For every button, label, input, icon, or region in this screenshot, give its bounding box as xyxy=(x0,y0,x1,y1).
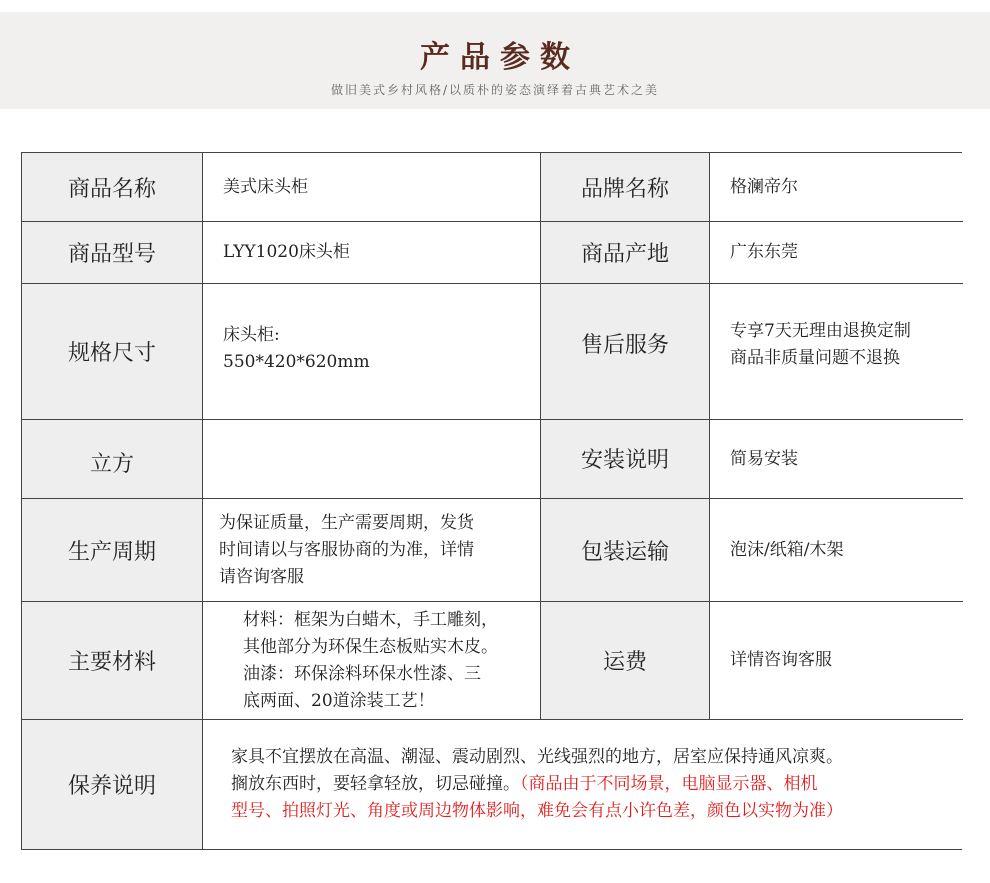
label-origin: 商品产地 xyxy=(541,222,710,284)
value-packaging: 泡沫/纸箱/木架 xyxy=(710,499,963,602)
value-size xyxy=(203,284,541,420)
maintenance-text: 搁放东西时，要轻拿轻放，切忌碰撞。 xyxy=(231,774,520,794)
color-disclaimer-line: 型号、拍照灯光、角度或周边物体影响，难免会有点小许色差，颜色以实物为准） xyxy=(231,801,843,821)
production-line: 为保证质量，生产需要周期，发货 xyxy=(219,512,474,533)
value-brand-name: 格澜帝尔 xyxy=(710,153,963,222)
maintenance-line xyxy=(231,771,843,798)
production-line: 时间请以与客服协商的为准，详情 xyxy=(219,539,474,560)
label-brand-name: 品牌名称 xyxy=(541,153,710,222)
value-after-sales xyxy=(710,284,963,420)
after-sales-line: 专享7天无理由退换定制 xyxy=(730,321,911,341)
page-title: 产品参数 xyxy=(420,40,580,75)
maintenance-line: 家具不宜摆放在高温、潮湿、震动剧烈、光线强烈的地方，居室应保持通风凉爽。 xyxy=(231,747,843,767)
label-size: 规格尺寸 xyxy=(22,284,203,420)
materials-line: 材料：框架为白蜡木，手工雕刻， xyxy=(243,609,498,630)
value-maintenance xyxy=(203,720,963,849)
label-after-sales: 售后服务 xyxy=(541,284,710,420)
label-shipping: 运费 xyxy=(541,602,710,720)
label-volume: 立方 xyxy=(22,420,203,499)
color-disclaimer: （商品由于不同场景，电脑显示器、相机 xyxy=(520,774,818,794)
materials-line: 其他部分为环保生态板贴实木皮。 xyxy=(243,636,498,657)
label-product-name: 商品名称 xyxy=(22,153,203,222)
value-product-name: 美式床头柜 xyxy=(203,153,541,222)
label-production-cycle: 生产周期 xyxy=(22,499,203,602)
spec-table xyxy=(21,152,962,850)
label-maintenance: 保养说明 xyxy=(22,720,203,849)
label-materials: 主要材料 xyxy=(22,602,203,720)
value-origin: 广东东莞 xyxy=(710,222,963,284)
value-volume xyxy=(203,420,541,499)
materials-line: 油漆：环保涂料环保水性漆、三 xyxy=(243,663,481,684)
value-production-cycle xyxy=(203,499,541,602)
production-line: 请咨询客服 xyxy=(219,566,304,587)
page-subtitle: 做旧美式乡村风格/以质朴的姿态演绎着古典艺术之美 xyxy=(330,83,660,97)
header-banner xyxy=(0,12,990,109)
size-line: 床头柜: xyxy=(223,325,280,345)
value-model: LYY1020床头柜 xyxy=(203,222,541,284)
label-packaging: 包装运输 xyxy=(541,499,710,602)
label-model: 商品型号 xyxy=(22,222,203,284)
after-sales-line: 商品非质量问题不退换 xyxy=(730,348,900,368)
size-line: 550*420*620mm xyxy=(223,352,370,372)
label-installation: 安装说明 xyxy=(541,420,710,499)
value-shipping: 详情咨询客服 xyxy=(710,602,963,720)
value-installation: 简易安装 xyxy=(710,420,963,499)
materials-line: 底两面、20道涂装工艺！ xyxy=(243,690,435,711)
value-materials xyxy=(203,602,541,720)
